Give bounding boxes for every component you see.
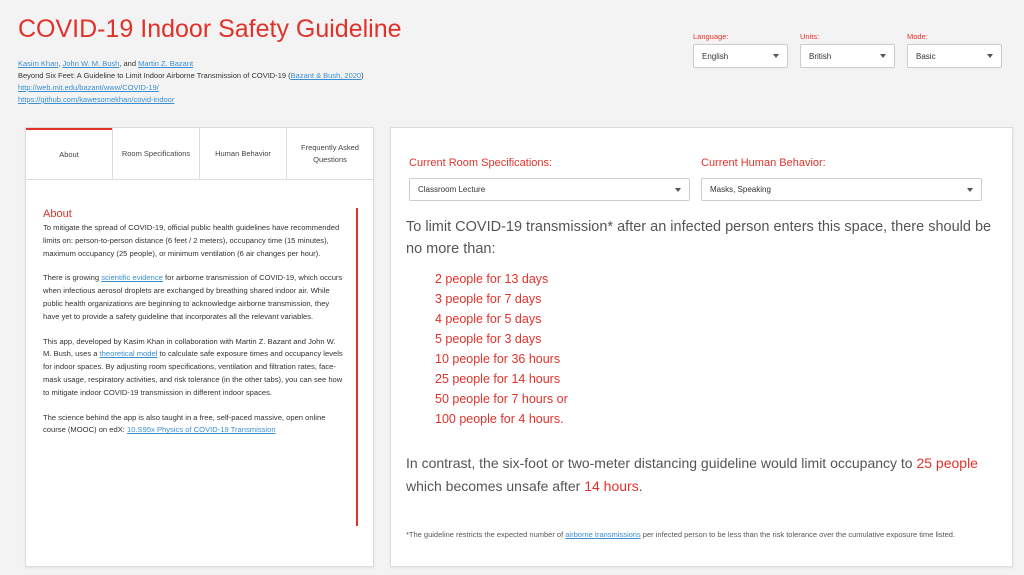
- about-content: [43, 208, 358, 526]
- theoretical-model-link[interactable]: theoretical model: [99, 349, 158, 359]
- human-behavior-label: Current Human Behavior:: [701, 157, 826, 169]
- units-dropdown[interactable]: British: [800, 44, 895, 68]
- tab-bar: [26, 128, 373, 180]
- room-spec-dropdown[interactable]: Classroom Lecture: [409, 178, 690, 201]
- mode-label: Mode:: [907, 32, 928, 41]
- results-panel: [390, 127, 1013, 567]
- guideline-intro: To limit COVID-19 transmission* after an infected person enters this space, there should be no more than:: [406, 219, 992, 257]
- footnote: *The guideline restricts the expected number of airborne transmissions per infected person to be less than the risk tolerance over the cumulative exposure time listed.: [406, 530, 956, 539]
- airborne-transmissions-link[interactable]: airborne transmissions: [565, 530, 641, 539]
- credits: [18, 58, 364, 106]
- author-link-bush[interactable]: John W. M. Bush: [62, 59, 120, 68]
- author-link-bazant[interactable]: Martin Z. Bazant: [138, 59, 194, 68]
- mit-link[interactable]: http://web.mit.edu/bazant/www/COVID-19/: [18, 83, 159, 92]
- list-item: 5 people for 3 days: [435, 332, 542, 346]
- chevron-down-icon: [987, 54, 993, 58]
- list-item: 50 people for 7 hours or: [435, 392, 568, 406]
- contrast-hours: 14 hours: [584, 478, 639, 494]
- about-paragraph: To mitigate the spread of COVID-19, official public health guidelines have recommended limits on: person-to-person distance (6 feet / 2 meters), occupancy time (15 minutes), maximum occupancy (25 people), or minimum ventilation (6 air changes per hour).: [43, 223, 340, 258]
- list-item: 100 people for 4 hours.: [435, 412, 564, 426]
- chevron-down-icon: [675, 188, 681, 192]
- tab-about[interactable]: About: [26, 128, 112, 179]
- tab-faq[interactable]: Frequently Asked Questions: [286, 128, 373, 179]
- contrast-people: 25 people: [916, 455, 978, 471]
- paper-line: Beyond Six Feet: A Guideline to Limit Indoor Airborne Transmission of COVID-19 (Bazant & Bush, 2020): [18, 71, 364, 80]
- authors-line: Kasim Khan, John W. M. Bush, and Martin Z. Bazant: [18, 59, 194, 68]
- room-spec-label: Current Room Specifications:: [409, 157, 553, 169]
- units-label: Units:: [800, 32, 820, 41]
- language-selector: [693, 32, 788, 68]
- language-dropdown[interactable]: English: [693, 44, 788, 68]
- chevron-down-icon: [773, 54, 779, 58]
- list-item: 2 people for 13 days: [435, 272, 549, 286]
- units-selector: [800, 32, 895, 68]
- about-heading: About: [43, 208, 72, 220]
- list-item: 25 people for 14 hours: [435, 372, 561, 386]
- mode-dropdown[interactable]: Basic: [907, 44, 1002, 68]
- about-paragraph: The science behind the app is also taught in a free, self-paced massive, open online course (MOOC) on edX: 10.S95x Physics of COVID-19 Transmission: [43, 412, 326, 435]
- tab-room-specifications[interactable]: Room Specifications: [112, 128, 199, 179]
- tab-human-behavior[interactable]: Human Behavior: [199, 128, 286, 179]
- paper-link[interactable]: Bazant & Bush, 2020: [290, 71, 362, 80]
- about-paragraph: This app, developed by Kasim Khan in collaboration with Martin Z. Bazant and John W. M. Bush, uses a theoretical model to calculate safe exposure times and occupancy levels for indoor spaces. By adjusting room specifications, ventilation and filtration rates, face-mask usage, respiratory activities, and risk tolerance (in the other tabs), you can see how to mitigate indoor COVID-19 transmission in different indoor spaces.: [43, 336, 343, 397]
- edx-course-link[interactable]: 10.S95x Physics of COVID-19 Transmission: [126, 425, 276, 435]
- list-item: 3 people for 7 days: [435, 292, 542, 306]
- about-paragraph: There is growing scientific evidence for airborne transmission of COVID-19, which occurs when infectious aerosol droplets are exchanged by breathing shared indoor air. While public health organizations are beginning to acknowledge airborne transmission, they have yet to provide a safety guideline that incorporates all the relevant variables.: [43, 273, 343, 321]
- contrast-statement: In contrast, the six-foot or two-meter distancing guideline would limit occupancy to 25 people which becomes unsafe after 14 hours.: [406, 455, 978, 494]
- list-item: 10 people for 36 hours: [435, 352, 561, 366]
- human-behavior-dropdown[interactable]: Masks, Speaking: [701, 178, 982, 201]
- list-item: 4 people for 5 days: [435, 312, 542, 326]
- github-link[interactable]: https://github.com/kawesomekhan/covid-indoor: [18, 95, 175, 104]
- info-panel: [25, 127, 374, 567]
- occupancy-list: [435, 269, 568, 429]
- author-link-khan[interactable]: Kasim Khan: [18, 59, 59, 68]
- chevron-down-icon: [880, 54, 886, 58]
- mode-selector: [907, 32, 1002, 68]
- language-label: Language:: [693, 32, 729, 41]
- scientific-evidence-link[interactable]: scientific evidence: [101, 273, 163, 283]
- chevron-down-icon: [967, 188, 973, 192]
- page-title: COVID-19 Indoor Safety Guideline: [18, 15, 402, 43]
